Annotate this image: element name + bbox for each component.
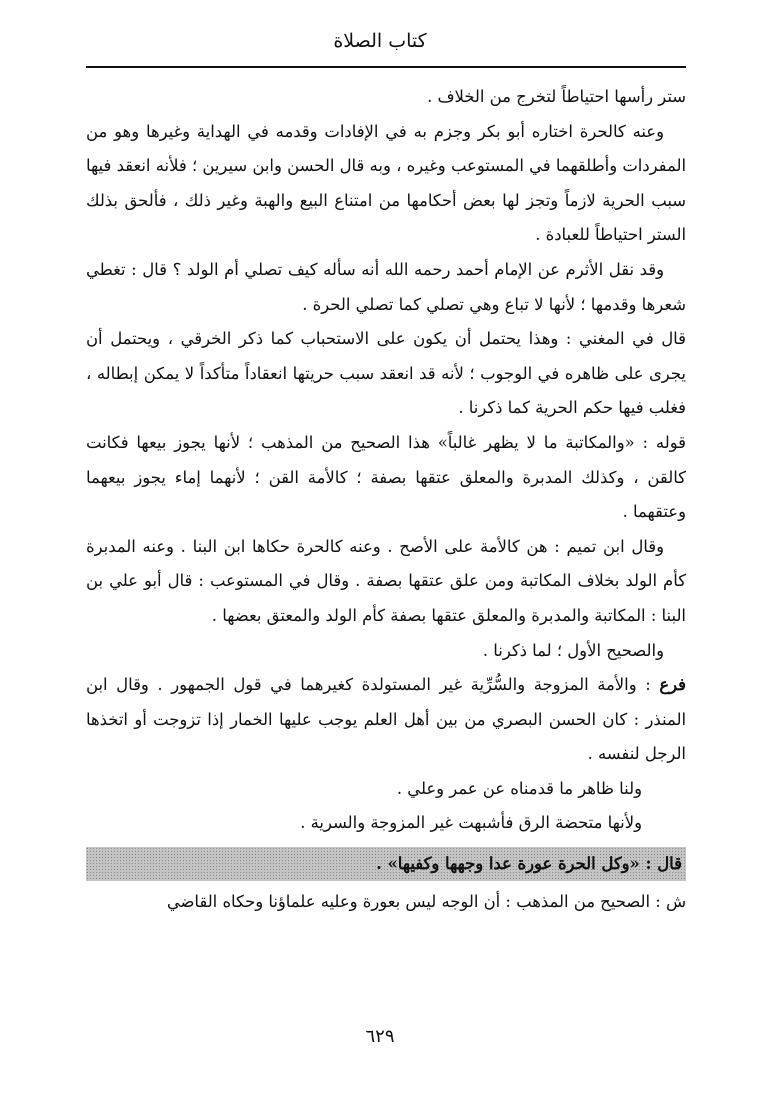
short-line-1: ولنا ظاهر ما قدمناه عن عمر وعلي . <box>396 778 642 798</box>
paragraph-3: وقد نقل الأثرم عن الإمام أحمد رحمه الله أنه سأله كيف تصلي أم الولد ؟ قال : تغطي شعرها وقدمها ؛ لأنها لا تباع وهي تصلي كما تصلي الحرة . <box>86 259 686 314</box>
page-header-title: كتاب الصلاة <box>333 30 427 52</box>
paragraph-2: وعنه كالحرة اختاره أبو بكر وجزم به في الإفادات وقدمه في الهداية وغيرها وهو من المفردات وأطلقهما في المستوعب وغيره ، وبه قال الحسن وابن سيرين ؛ فلأنه انعقد فيها سبب الحرية لازماً وتجز لها بعض أحكامها من امتناع البيع والهبة وغير ذلك ، فألحق بذلك الستر احتياطاً للعبادة . <box>86 121 686 245</box>
header-rule <box>86 66 686 68</box>
page-body <box>86 80 686 920</box>
fara-paragraph <box>86 668 686 772</box>
paragraph-4: قال في المغني : وهذا يحتمل أن يكون على الاستحباب كما ذكر الخرقي ، ويحتمل أن يجرى على ظاهره في الوجوب ؛ لأنه قد انعقد سبب حريتها انعقاداً متأكداً لا يمكن إبطاله ، فغلب فيها حكم الحرية كما ذكرنا . <box>86 329 686 418</box>
highlighted-matn: قال : «وكل الحرة عورة عدا وجهها وكفيها» . <box>86 847 686 881</box>
sharh-line: ش : الصحيح من المذهب : أن الوجه ليس بعورة وعليه علماؤنا وحكاه القاضي <box>166 892 686 912</box>
paragraph-1: ستر رأسها احتياطاً لتخرج من الخلاف . <box>427 87 686 106</box>
fara-text: : والأمة المزوجة والسُّرِّية غير المستولدة كغيرهما في قول الجمهور . وقال ابن المنذر : كان الحسن البصري من بين أهل العلم يوجب عليها الخمار إذا تزوجت أو اتخذها الرجل لنفسه . <box>86 675 686 764</box>
fara-label: فرع <box>659 675 686 695</box>
paragraph-5: قوله : «والمكاتبة ما لا يظهر غالباً» هذا الصحيح من المذهب ؛ لأنها يجوز بيعها فكانت كالقن ، وكذلك المدبرة والمعلق عتقها بصفة ؛ كالأمة القن ؛ لأنهما إماء يجوز بيعهما وعتقهما . <box>86 432 686 522</box>
paragraph-7: والصحيح الأول ؛ لما ذكرنا . <box>482 640 664 660</box>
paragraph-6: وقال ابن تميم : هن كالأمة على الأصح . وعنه كالحرة حكاها ابن البنا . وعنه المدبرة كأم الولد بخلاف المكاتبة ومن علق عتقها بصفة . وقال في المستوعب : قال أبو علي بن البنا : المكاتبة والمدبرة والمعلق عتقها بصفة كأم الولد والمعتق بعضها . <box>86 536 686 625</box>
page-number: ٦٢٩ <box>365 1026 395 1047</box>
short-line-2: ولأنها متحضة الرق فأشبهت غير المزوجة والسرية . <box>300 813 642 833</box>
